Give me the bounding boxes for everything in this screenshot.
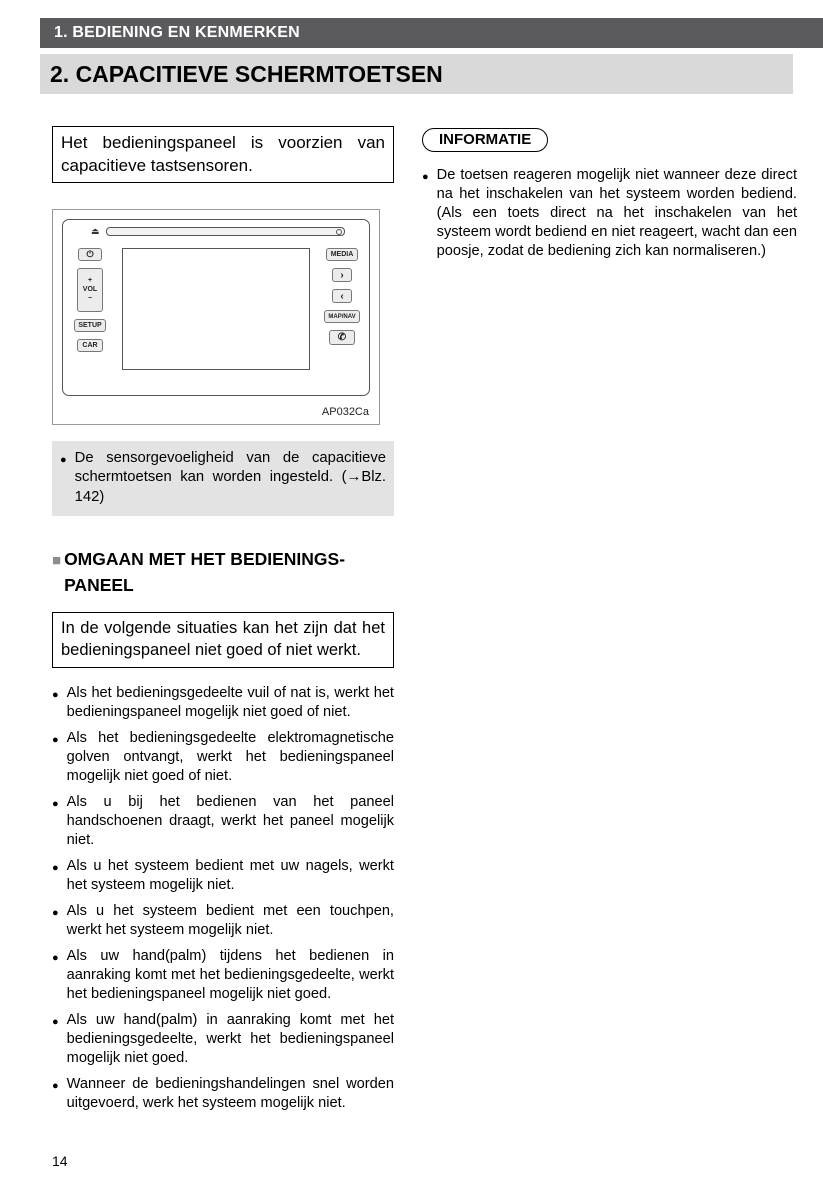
- sensitivity-note-box: [52, 441, 394, 516]
- list-item-text: Als het bedieningsgedeelte vuil of nat is, werkt het bedieningspaneel mogelijk niet goed of niet.: [66, 685, 394, 721]
- volume-plus-label: +: [87, 276, 93, 284]
- subsection-heading: [52, 546, 394, 599]
- phone-button: [329, 330, 355, 345]
- information-bullet-list: [422, 166, 797, 261]
- setup-label: SETUP: [78, 322, 102, 330]
- information-badge-label: INFORMATIE: [439, 131, 532, 148]
- bullet-icon: [52, 793, 59, 850]
- page-content: [52, 116, 797, 1120]
- right-column: [422, 116, 797, 1120]
- list-item: [52, 793, 394, 850]
- setup-button: [74, 319, 106, 332]
- power-button: [78, 248, 102, 261]
- square-bullet-icon: [52, 546, 61, 599]
- section-title: 2. CAPACITIEVE SCHERMTOETSEN: [50, 61, 443, 87]
- subsection-heading-text: [64, 546, 345, 599]
- list-item: [52, 857, 394, 895]
- device-panel-body: [70, 246, 362, 388]
- device-right-buttons: [322, 246, 362, 388]
- prev-track-button: [332, 289, 352, 303]
- list-item: [52, 947, 394, 1004]
- list-item-text: Als u het systeem bedient met een touchpen, werkt het systeem mogelijk niet.: [66, 902, 394, 938]
- warning-statement-text: In de volgende situaties kan het zijn dat het bedieningspaneel niet goed of niet werkt.: [61, 619, 385, 660]
- bullet-icon: [52, 902, 59, 940]
- disc-slot-row: [91, 227, 345, 236]
- prev-icon: ‹: [340, 290, 344, 302]
- list-item: [52, 902, 394, 940]
- list-item-text: Als uw hand(palm) tijdens het bedienen in aanraking komt met het bedieningsgedeelte, werkt het bedieningspaneel mogelijk niet goed.: [66, 947, 394, 1002]
- list-item-text: Wanneer de bedieningshandelingen snel worden uitgevoerd, werk het systeem mogelijk niet.: [66, 1075, 394, 1111]
- next-track-button: [332, 268, 352, 282]
- figure-caption: AP032Ca: [321, 406, 369, 419]
- bullet-icon: [52, 684, 59, 722]
- phone-icon: ✆: [337, 332, 347, 344]
- list-item-text: Als het bedieningsgedeelte elektromagnetische golven ontvangt, werkt het bedieningspaneel mogelijk niet goed of niet.: [66, 730, 394, 785]
- warning-statement-box: [52, 612, 394, 668]
- list-item: [52, 729, 394, 786]
- media-button: [326, 248, 358, 261]
- bullet-icon: [52, 1075, 59, 1113]
- note-bullet: [60, 449, 386, 507]
- car-label: CAR: [82, 342, 98, 350]
- bullet-icon: [52, 1011, 59, 1068]
- device-panel: [62, 219, 370, 396]
- heading-line-1: OMGAAN MET HET BEDIENINGS-: [64, 548, 346, 569]
- bullet-icon: [60, 449, 67, 507]
- chapter-title: 1. BEDIENING EN KENMERKEN: [54, 24, 300, 41]
- car-button: [77, 339, 103, 352]
- heading-line-2: PANEEL: [64, 575, 134, 596]
- bullet-icon: [52, 857, 59, 895]
- power-icon: ⏻: [86, 249, 94, 260]
- disc-slot: [106, 227, 345, 236]
- bullet-icon: [52, 947, 59, 1004]
- left-column: [52, 116, 394, 1120]
- volume-label: VOL: [82, 286, 98, 294]
- section-header-bar: [40, 54, 793, 94]
- volume-minus-label: −: [87, 295, 93, 303]
- list-item: [422, 166, 797, 261]
- eject-icon: ⏏: [91, 226, 100, 237]
- map-nav-label: MAP/NAV: [328, 313, 356, 320]
- information-badge: [422, 128, 548, 152]
- condition-bullet-list: [52, 684, 394, 1112]
- intro-statement-text: Het bedieningspaneel is voorzien van capacitieve tastsensoren.: [61, 133, 385, 175]
- list-item: [52, 684, 394, 722]
- device-screen: [122, 248, 310, 370]
- list-item-text: De toetsen reageren mogelijk niet wanneer deze direct na het inschakelen van het systeem worden bediend. (Als een toets direct na het inschakelen van het systeem wordt bediend en niet reageert, wacht dan een poosje, zodat de bediening zich kan normaliseren.): [436, 167, 797, 259]
- volume-button: [77, 268, 103, 312]
- device-illustration: [52, 209, 380, 425]
- page-number: 14: [52, 1153, 68, 1169]
- chapter-header-bar: [40, 18, 823, 48]
- intro-statement-box: [52, 126, 394, 183]
- next-icon: ›: [340, 269, 344, 281]
- map-nav-button: [324, 310, 360, 323]
- list-item-text: Als u het systeem bedient met uw nagels, werkt het systeem mogelijk niet.: [66, 858, 394, 894]
- list-item-text: Als u bij het bedienen van het paneel handschoenen draagt, werkt het paneel mogelijk niet.: [66, 794, 394, 849]
- bullet-icon: [52, 729, 59, 786]
- media-label: MEDIA: [330, 251, 354, 259]
- note-text: De sensorgevoeligheid van de capacitieve schermtoetsen kan worden ingesteld. (→Blz. 142): [74, 450, 386, 505]
- bullet-icon: [422, 166, 429, 261]
- device-left-buttons: [70, 246, 110, 388]
- list-item-text: Als uw hand(palm) in aanraking komt met het bedieningsgedeelte, werkt het bedieningspaneel mogelijk niet goed.: [66, 1011, 394, 1066]
- list-item: [52, 1075, 394, 1113]
- list-item: [52, 1011, 394, 1068]
